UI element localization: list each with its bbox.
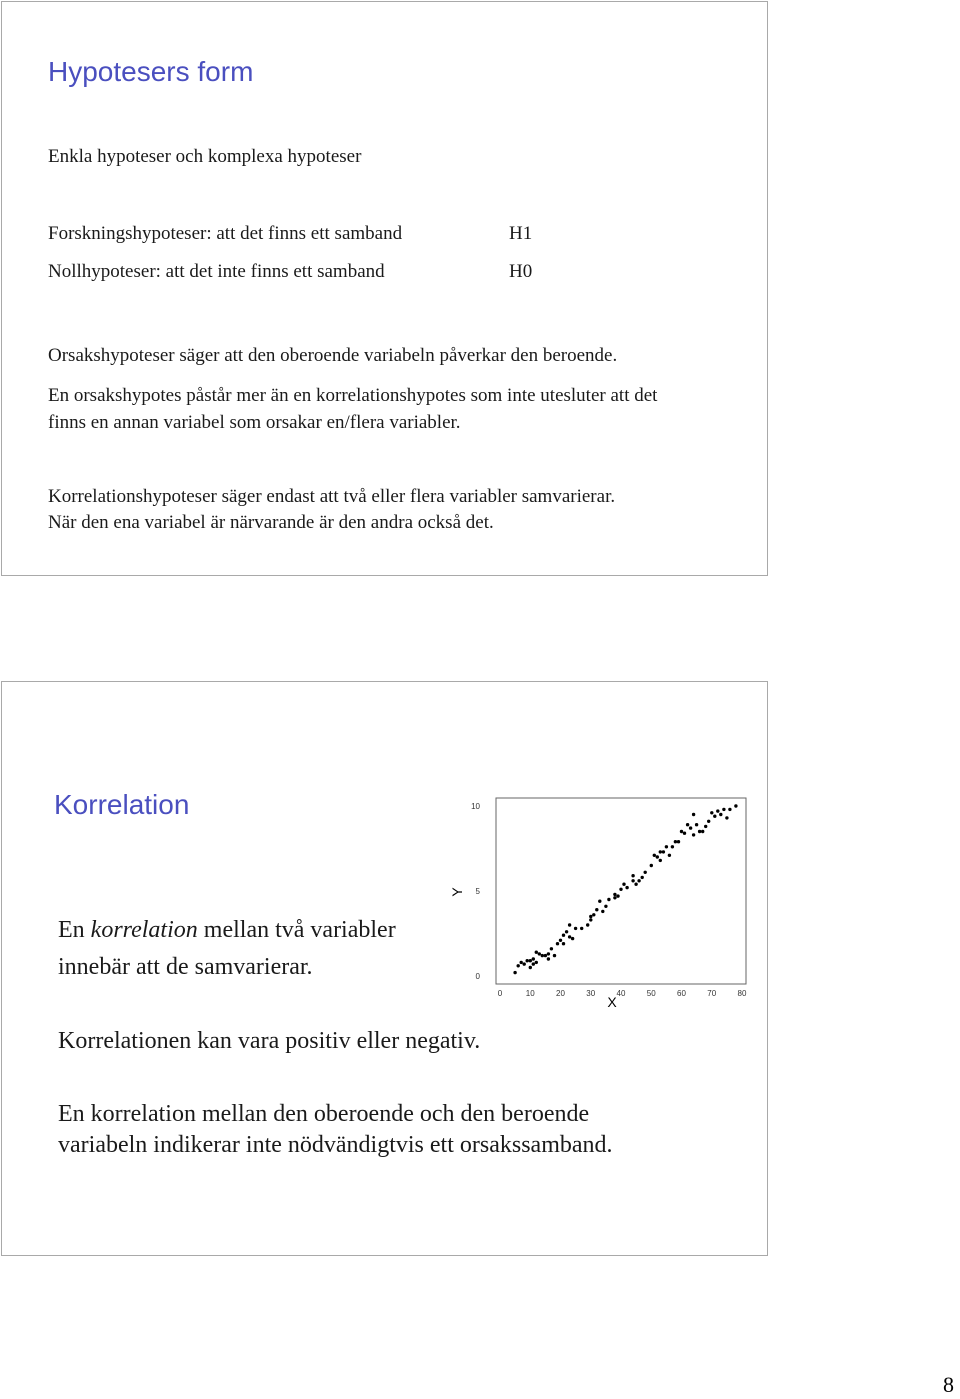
definition-line-1 <box>58 912 396 948</box>
data-point <box>637 879 640 882</box>
data-point <box>622 883 625 886</box>
data-point <box>532 962 535 965</box>
null-hypothesis-code: H0 <box>509 261 533 282</box>
causal-line-3: finns en annan variabel som orsakar en/flera variabler. <box>48 412 461 433</box>
data-point <box>523 962 526 965</box>
data-point <box>728 808 731 811</box>
data-point <box>538 952 541 955</box>
data-point <box>716 809 719 812</box>
data-point <box>526 959 529 962</box>
data-point <box>695 823 698 826</box>
data-point <box>562 942 565 945</box>
correlation-line-2: När den ena variabel är närvarande är den andra också det. <box>48 512 494 533</box>
data-point <box>598 900 601 903</box>
data-point <box>613 893 616 896</box>
data-point <box>719 813 722 816</box>
data-point <box>713 815 716 818</box>
causal-line-2: En orsakshypotes påstår mer än en korrelationshypotes som inte utesluter att det <box>48 385 658 406</box>
data-point <box>692 833 695 836</box>
data-point <box>592 913 595 916</box>
data-point <box>616 894 619 897</box>
data-point <box>671 845 674 848</box>
causal-line-1: Orsakshypoteser säger att den oberoende variabeln påverkar den beroende. <box>48 345 618 366</box>
data-point <box>665 845 668 848</box>
data-point <box>613 896 616 899</box>
data-point <box>680 830 683 833</box>
scatter-plot <box>442 782 762 1022</box>
x-tick-label: 50 <box>646 989 656 998</box>
data-point <box>547 957 550 960</box>
data-point <box>641 876 644 879</box>
data-point <box>586 923 589 926</box>
data-point <box>650 864 653 867</box>
data-point <box>704 825 707 828</box>
data-point <box>668 854 671 857</box>
data-point <box>535 961 538 964</box>
data-point <box>547 952 550 955</box>
data-point <box>580 927 583 930</box>
x-tick-label: 10 <box>525 989 535 998</box>
data-point <box>698 830 701 833</box>
data-point <box>644 871 647 874</box>
data-point <box>520 961 523 964</box>
y-tick-label: 10 <box>471 802 480 811</box>
data-point <box>683 832 686 835</box>
data-point <box>532 957 535 960</box>
data-point <box>589 915 592 918</box>
data-point <box>674 840 677 843</box>
data-point <box>529 966 532 969</box>
research-hypothesis-text: Forskningshypoteser: att det finns ett samband <box>48 223 403 244</box>
null-hypothesis-text: Nollhypoteser: att det inte finns ett samband <box>48 261 385 282</box>
page-number: 8 <box>943 1372 954 1397</box>
definition-line-2: innebär att de samvarierar. <box>58 954 313 980</box>
data-point <box>631 874 634 877</box>
data-point <box>722 808 725 811</box>
x-tick-label: 60 <box>677 989 686 998</box>
data-point <box>686 823 689 826</box>
definition-post: mellan två variabler <box>197 917 396 943</box>
data-point <box>692 813 695 816</box>
data-point <box>559 939 562 942</box>
data-point <box>659 850 662 853</box>
data-point <box>707 820 710 823</box>
data-point <box>619 888 622 891</box>
slide-title: Hypotesers form <box>48 56 254 87</box>
subtitle: Enkla hypoteser och komplexa hypoteser <box>48 146 362 167</box>
x-tick-label: 0 <box>497 989 503 998</box>
x-tick-label: 80 <box>737 989 747 998</box>
data-point <box>595 908 598 911</box>
data-point <box>589 918 592 921</box>
data-point <box>662 850 665 853</box>
data-point <box>601 910 604 913</box>
x-tick-label: 30 <box>586 989 596 998</box>
causal-note-line-1: En korrelation mellan den oberoende och den beroende <box>58 1101 590 1127</box>
y-tick-label: 5 <box>475 887 480 896</box>
data-point <box>689 826 692 829</box>
data-point <box>710 811 713 814</box>
y-tick-label: 0 <box>475 972 480 981</box>
data-point <box>604 905 607 908</box>
x-tick-label: 40 <box>616 989 626 998</box>
x-axis-label: X <box>607 994 617 1010</box>
data-point <box>571 937 574 940</box>
x-tick-label: 20 <box>556 989 565 998</box>
data-point <box>656 855 659 858</box>
data-point <box>535 951 538 954</box>
research-hypothesis-code: H1 <box>509 223 533 244</box>
data-point <box>541 954 544 957</box>
data-point <box>553 954 556 957</box>
slide-korrelation <box>1 681 768 1256</box>
data-point <box>568 935 571 938</box>
data-point <box>725 816 728 819</box>
slide-hypotesers-form <box>1 1 768 576</box>
sign-line: Korrelationen kan vara positiv eller negativ. <box>58 1028 481 1054</box>
data-point <box>529 959 532 962</box>
data-point <box>677 840 680 843</box>
data-point <box>568 923 571 926</box>
data-point <box>565 930 568 933</box>
causal-note-line-2: variabeln indikerar inte nödvändigtvis ett orsakssamband. <box>58 1132 613 1158</box>
definition-term: korrelation <box>90 917 198 943</box>
data-point <box>653 854 656 857</box>
data-point <box>574 927 577 930</box>
data-point <box>659 859 662 862</box>
data-point <box>544 954 547 957</box>
data-point <box>701 830 704 833</box>
data-point <box>625 886 628 889</box>
definition-pre: En <box>58 917 91 943</box>
data-point <box>607 898 610 901</box>
data-point <box>550 947 553 950</box>
data-point <box>513 971 516 974</box>
data-point <box>517 964 520 967</box>
correlation-line-1: Korrelationshypoteser säger endast att två eller flera variabler samvarierar. <box>48 486 616 507</box>
slide-title: Korrelation <box>54 789 190 820</box>
data-point <box>556 942 559 945</box>
data-point <box>634 883 637 886</box>
data-point <box>734 804 737 807</box>
x-tick-label: 70 <box>707 989 717 998</box>
y-axis-label: Y <box>449 887 465 897</box>
data-point <box>562 934 565 937</box>
data-point <box>631 879 634 882</box>
